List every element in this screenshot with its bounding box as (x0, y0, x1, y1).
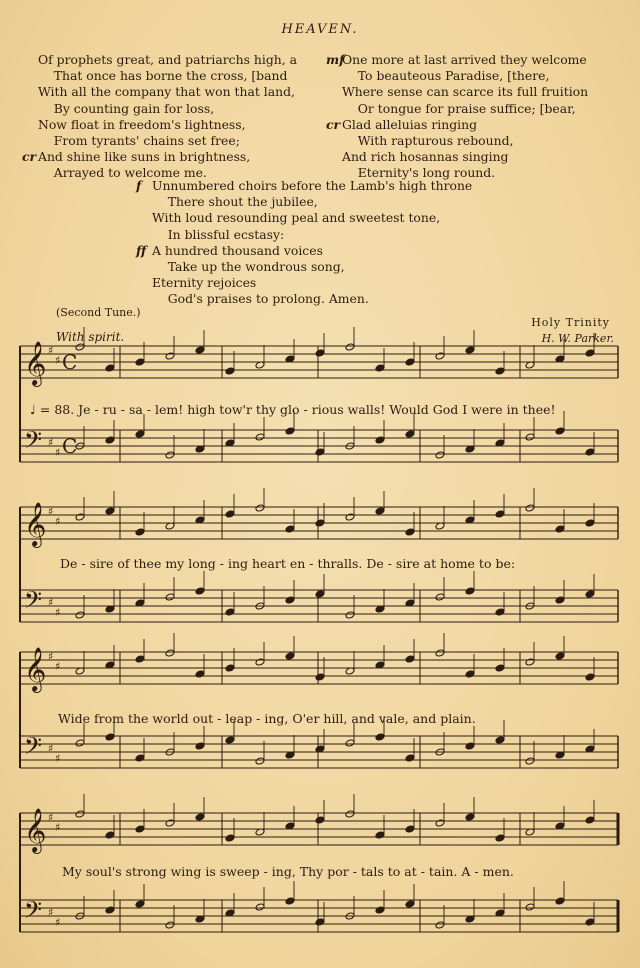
note-head (315, 590, 325, 598)
note-head (105, 733, 115, 741)
note-head (255, 903, 265, 911)
note-head (225, 510, 235, 518)
note-head (105, 507, 115, 515)
common-time-icon: C (62, 350, 78, 374)
note-head (105, 831, 115, 839)
note-head (135, 900, 145, 908)
lyric-line-2: De - sire of thee my long - ing heart en - thralls. De - sire at home to be: (60, 556, 516, 571)
note-head (405, 358, 415, 366)
stanza-text: There shout the jubilee, (152, 194, 318, 210)
sharp-icon: ♯ (55, 916, 61, 929)
stanza-text: Eternity's long round. (342, 165, 496, 181)
note-head (345, 810, 355, 818)
dynamic-mark: f (136, 178, 142, 193)
note-head (585, 816, 595, 824)
composer: H. W. Parker. (541, 332, 614, 345)
stanza-text: That once has borne the cross, [band (38, 68, 288, 84)
sharp-icon: ♯ (48, 650, 54, 663)
common-time-icon: C (62, 434, 78, 458)
note-head (225, 608, 235, 616)
note-head (195, 742, 205, 750)
dynamic-mark: mf (326, 52, 345, 67)
sharp-icon: ♯ (55, 660, 61, 673)
note-head (225, 736, 235, 744)
note-head (315, 673, 325, 681)
sharp-icon: ♯ (48, 742, 54, 755)
note-head (165, 921, 175, 929)
note-head (135, 825, 145, 833)
note-head (405, 754, 415, 762)
sharp-icon: ♯ (55, 446, 61, 459)
stanza-text: And rich hosannas singing (342, 149, 509, 165)
tempo-marking: With spirit. (56, 330, 125, 344)
note-head (315, 519, 325, 527)
stanza-text: Where sense can scarce its full fruition (342, 84, 589, 100)
note-head (225, 834, 235, 842)
tune-name: Holy Trinity (531, 316, 610, 329)
note-head (585, 590, 595, 598)
note-head (195, 587, 205, 595)
bass-clef-icon: 𝄢 (24, 896, 43, 929)
stanza-text: Eternity rejoices (152, 275, 257, 291)
note-head (315, 816, 325, 824)
note-head (195, 813, 205, 821)
note-head (105, 436, 115, 444)
note-head (315, 349, 325, 357)
treble-clef-icon: 𝄞 (24, 341, 47, 385)
note-head (405, 900, 415, 908)
note-head (285, 427, 295, 435)
note-head (315, 448, 325, 456)
stanza-text: With all the company that won that land, (38, 84, 295, 100)
note-head (345, 611, 355, 619)
note-head (225, 367, 235, 375)
note-head (465, 742, 475, 750)
note-head (405, 528, 415, 536)
note-head (345, 513, 355, 521)
bass-clef-icon: 𝄢 (24, 586, 43, 619)
lyric-line-4: My soul's strong wing is sweep - ing, Thy por - tals to at - tain. A - men. (62, 864, 514, 879)
stanza-text: Unnumbered choirs before the Lamb's high throne (152, 178, 473, 193)
note-head (165, 352, 175, 360)
note-head (375, 436, 385, 444)
note-head (405, 825, 415, 833)
note-head (345, 343, 355, 351)
note-head (525, 433, 535, 441)
bass-clef-icon: 𝄢 (24, 426, 43, 459)
note-head (405, 430, 415, 438)
note-head (165, 819, 175, 827)
note-head (555, 897, 565, 905)
note-head (495, 367, 505, 375)
note-head (435, 819, 445, 827)
note-head (195, 670, 205, 678)
note-head (495, 608, 505, 616)
lyric-line-1: ♩ = 88. Je - ru - sa - lem! high tow'r thy glo - rious walls! Would God I were in thee! (30, 402, 556, 417)
sharp-icon: ♯ (55, 821, 61, 834)
sharp-icon: ♯ (48, 906, 54, 919)
note-head (225, 664, 235, 672)
stanza-text: Take up the wondrous song, (152, 259, 345, 275)
sharp-icon: ♯ (48, 596, 54, 609)
note-head (345, 739, 355, 747)
note-head (255, 757, 265, 765)
note-head (435, 649, 445, 657)
note-head (285, 596, 295, 604)
note-head (75, 739, 85, 747)
stanza-text: And shine like suns in brightness, (38, 149, 251, 165)
note-head (495, 834, 505, 842)
note-head (285, 525, 295, 533)
note-head (495, 736, 505, 744)
tune-label: (Second Tune.) (56, 306, 141, 319)
stanza-text: Glad alleluias ringing (342, 116, 478, 132)
stanza-text: With loud resounding peal and sweetest tone, (152, 210, 441, 226)
note-head (555, 596, 565, 604)
stanza-text: Or tongue for praise suffice; [bear, (342, 100, 576, 116)
note-head (255, 433, 265, 441)
note-head (165, 451, 175, 459)
note-head (435, 451, 445, 459)
note-head (195, 346, 205, 354)
note-head (525, 903, 535, 911)
note-head (255, 658, 265, 666)
stanza-text: Of prophets great, and patriarchs high, a (38, 52, 298, 67)
page-title: HEAVEN. (281, 22, 359, 37)
note-head (405, 655, 415, 663)
note-head (525, 658, 535, 666)
stanza-text: From tyrants' chains set free; (38, 133, 240, 149)
stanza-text: By counting gain for loss, (38, 100, 215, 116)
note-head (495, 664, 505, 672)
dynamic-mark: cr (326, 116, 341, 132)
note-head (105, 364, 115, 372)
note-head (135, 754, 145, 762)
lyric-line-3: Wide from the world out - leap - ing, O'er hill, and vale, and plain. (58, 711, 476, 726)
note-head (165, 649, 175, 657)
sharp-icon: ♯ (55, 515, 61, 528)
note-head (135, 528, 145, 536)
note-head (435, 352, 445, 360)
stanza-text: God's praises to prolong. Amen. (152, 291, 369, 307)
treble-clef-icon: 𝄞 (24, 502, 47, 546)
note-head (465, 813, 475, 821)
stanza-text: Now float in freedom's lightness, (38, 116, 246, 132)
note-head (585, 519, 595, 527)
note-head (585, 349, 595, 357)
note-head (435, 921, 445, 929)
note-head (555, 652, 565, 660)
sharp-icon: ♯ (48, 344, 54, 357)
note-head (555, 427, 565, 435)
treble-clef-icon: 𝄞 (24, 808, 47, 852)
note-head (315, 918, 325, 926)
stanza-text: One more at last arrived they welcome (342, 52, 587, 67)
dynamic-mark: ff (136, 242, 147, 258)
note-head (135, 655, 145, 663)
note-head (285, 897, 295, 905)
sharp-icon: ♯ (48, 505, 54, 518)
note-head (75, 611, 85, 619)
note-head (585, 918, 595, 926)
note-head (285, 652, 295, 660)
stanza-text: A hundred thousand voices (152, 242, 323, 258)
note-head (375, 733, 385, 741)
note-head (465, 670, 475, 678)
note-head (375, 507, 385, 515)
stanza-text: With rapturous rebound, (342, 133, 514, 149)
note-head (435, 593, 445, 601)
note-head (465, 346, 475, 354)
note-head (555, 525, 565, 533)
sharp-icon: ♯ (48, 811, 54, 824)
note-head (255, 504, 265, 512)
sharp-icon: ♯ (55, 354, 61, 367)
stanza-text: In blissful ecstasy: (152, 226, 285, 242)
note-head (585, 448, 595, 456)
stanza-text: Arrayed to welcome me. (38, 165, 207, 181)
stanza-text: To beauteous Paradise, [there, (342, 68, 550, 84)
note-head (525, 757, 535, 765)
sharp-icon: ♯ (55, 752, 61, 765)
note-head (135, 358, 145, 366)
note-head (375, 364, 385, 372)
note-head (495, 510, 505, 518)
note-head (135, 430, 145, 438)
dynamic-mark: cr (22, 149, 37, 165)
note-head (525, 504, 535, 512)
note-head (165, 593, 175, 601)
note-head (105, 906, 115, 914)
bass-clef-icon: 𝄢 (24, 732, 43, 765)
note-head (465, 587, 475, 595)
sharp-icon: ♯ (48, 436, 54, 449)
note-head (75, 513, 85, 521)
sharp-icon: ♯ (55, 606, 61, 619)
note-head (375, 831, 385, 839)
note-head (75, 810, 85, 818)
note-head (585, 673, 595, 681)
treble-clef-icon: 𝄞 (24, 647, 47, 691)
note-head (375, 906, 385, 914)
